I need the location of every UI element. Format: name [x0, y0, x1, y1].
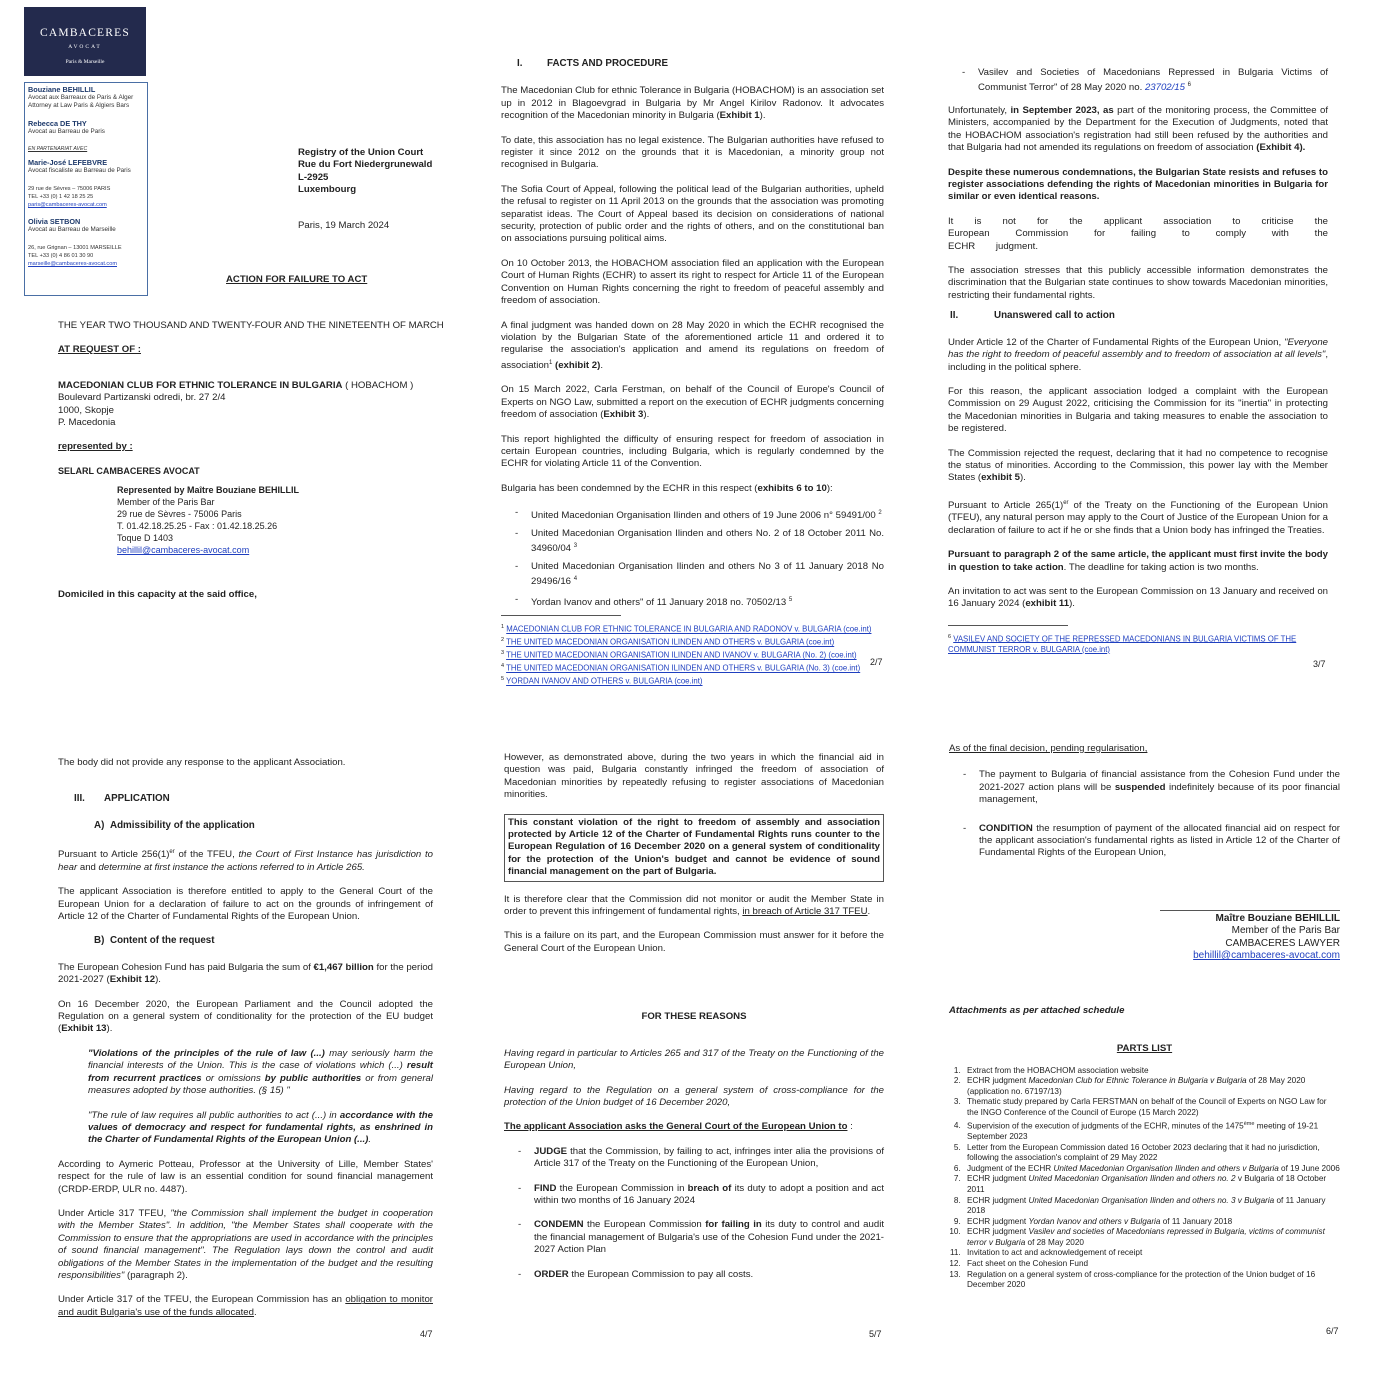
paragraph: To date, this association has no legal existence. The Bulgarian authorities have refused to register it since 2012 on the grounds that it is Macedonian, a minority group not recognised in Bulgaria. — [501, 134, 884, 171]
quote-text: or from general measures adopted by those authorities. (§ 15) " — [88, 1072, 433, 1097]
exhibit-ref: Exhibit 13 — [61, 1023, 107, 1035]
amount: €1,467 billion — [313, 961, 374, 973]
year-line: THE YEAR TWO THOUSAND AND TWENTY-FOUR AND THE NINETEENTH OF MARCH — [58, 320, 444, 331]
text: the European Commission to pay all costs. — [568, 1268, 754, 1280]
case-title: United Macedonian Organisation Ilinden and others no. 3 v Bulgaria — [1028, 1195, 1275, 1205]
parts-list-item — [963, 1164, 1340, 1175]
page-1 — [20, 6, 450, 646]
representative-email-link[interactable]: behillil@cambaceres-avocat.com — [117, 545, 250, 556]
case-list — [948, 67, 1328, 95]
text: An invitation to act was sent to the European Commission on 13 January and received on 16 January 2024 ( — [948, 585, 1328, 610]
letter-date: Paris, 19 March 2024 — [298, 220, 390, 231]
intro-line — [949, 743, 1340, 755]
paragraph — [501, 85, 884, 122]
footnote — [501, 622, 884, 635]
list-item — [501, 528, 884, 556]
case-number-link[interactable]: 23702/15 — [1144, 82, 1185, 94]
text: Under Article 317 TFEU, — [58, 1207, 171, 1219]
footnote-divider — [501, 615, 621, 616]
applicant-address: 1000, Skopje — [58, 404, 115, 416]
paragraph: The body did not provide any response to the applicant Association. — [58, 757, 346, 768]
text: Thematic study prepared by Carla FERSTMAN on behalf of the Council of Experts on NGO Law for the INGO Conference of the Council of Europe (15 March 2022) — [967, 1097, 1327, 1118]
recipient-line: L-2925 — [298, 171, 329, 183]
text: for the period 2021-2027 ( — [58, 961, 433, 986]
text: ). — [1019, 472, 1026, 484]
represented-by: represented by : — [58, 441, 133, 452]
footnote-number: 5 — [501, 676, 505, 683]
text: Pursuant to Article 265(1) — [948, 499, 1064, 511]
text: its duty to control and audit the financial management of Bulgaria's use of the Cohesion Fund under the 2021-2027 Action Plan — [534, 1219, 884, 1256]
footnote-number: 2 — [501, 637, 505, 644]
parts-list-item — [963, 1227, 1340, 1248]
paragraph: This report highlighted the difficulty of ensuring respect for freedom of association in certain European countries, including Bulgaria, which is regularly condemned by the ECHR for violating Article 11 of the Convention. — [501, 433, 884, 470]
case-title: Macedonian Club for Ethnic Tolerance in Bulgaria v Bulgaria — [1028, 1076, 1247, 1086]
page-number: 3/7 — [1313, 659, 1326, 669]
keyword: ORDER — [534, 1268, 569, 1280]
text: . — [867, 906, 871, 918]
keyword: FIND — [534, 1182, 557, 1194]
text: Invitation to act and acknowledgement of receipt — [967, 1248, 1143, 1258]
paragraph: Having regard in particular to Articles 265 and 317 of the Treaty on the Functioning of the European Union, — [504, 1047, 884, 1072]
text: of 19 June 2006 — [1278, 1163, 1340, 1173]
emphasis: in September 2023, as — [1010, 105, 1114, 116]
lawyer-name: Olivia SETBON — [28, 217, 81, 227]
text: Under Article 12 of the Charter of Fundamental Rights of the European Union, — [948, 336, 1285, 348]
text: . — [253, 1306, 257, 1318]
at-request: AT REQUEST OF : — [58, 344, 141, 355]
parts-list-item — [963, 1119, 1340, 1143]
document-title: ACTION FOR FAILURE TO ACT — [226, 274, 368, 285]
parts-list-item — [963, 1097, 1340, 1118]
paragraph — [948, 549, 1328, 574]
block-quote — [88, 1110, 433, 1147]
text: Vasilev and Societies of Macedonians Repressed in Bulgaria Victims of Communist Terror" of 28 May 2020 no. — [978, 67, 1328, 94]
domiciled-line: Domiciled in this capacity at the said office, — [58, 589, 257, 600]
quote-bold: result from recurrent practices — [88, 1060, 433, 1084]
marseille-phone: TEL +33 (0) 4 86 01 30 90 — [28, 252, 94, 259]
page-6 — [949, 743, 1340, 1291]
paragraph: For this reason, the applicant association lodged a complaint with the European Commission on 29 August 2022, criticising the Commission for its "inertia" in protecting the Macedonian minorities in Bulgaria and taking measures to enable the association to be registered. — [948, 385, 1328, 435]
signatory-line: Member of the Paris Bar — [1231, 925, 1340, 937]
emphasis: for failing in — [705, 1219, 762, 1231]
text: ). — [759, 110, 766, 122]
text: ECHR judgment — [967, 1216, 1029, 1226]
section-number: III. — [74, 793, 85, 805]
text: ). — [1069, 598, 1075, 610]
emphasis: breach of — [687, 1182, 732, 1194]
subsection-title: Admissibility of the application — [110, 819, 255, 831]
subsection-heading — [94, 935, 433, 947]
parts-list-item — [963, 1066, 1340, 1077]
subsection-title: Content of the request — [110, 935, 215, 947]
parts-list-item — [963, 1217, 1340, 1228]
logo-city: Paris & Marseille — [65, 58, 105, 65]
page-4 — [58, 757, 433, 1331]
lawyer-line: Avocat au Barreau de Marseille — [28, 226, 116, 234]
footnote-ref: 6 — [1187, 82, 1191, 89]
parts-list — [949, 1066, 1340, 1291]
text: of 11 January 2018 — [1160, 1216, 1233, 1226]
highlight-box: This constant violation of the right to freedom of assembly and association protected by Article 12 of the Charter of Fundamental Rights runs counter to the European Regulation of 16 December 2020 on a general system of conditionality for the protection of the Union's budget and cannot be evidence of sound financial management on the part of Bulgaria. — [504, 814, 884, 882]
recipient-line: Rue du Fort Niedergrunewald — [298, 159, 433, 171]
parts-list-item — [963, 1248, 1340, 1259]
footnote — [501, 674, 884, 687]
paragraph — [501, 384, 884, 421]
underlined-text: in breach of Article 317 TFEU — [742, 906, 868, 918]
footnote-link[interactable]: YORDAN IVANOV AND OTHERS v. BULGARIA (coe.int) — [506, 676, 703, 686]
text: The payment to Bulgaria of financial assistance from the Cohesion Fund under the 2021-2027 action plans will be — [979, 769, 1340, 793]
page-number: 4/7 — [420, 1329, 433, 1339]
representative-block — [117, 484, 299, 557]
footnote — [501, 661, 884, 674]
representative-line: T. 01.42.18.25.25 - Fax : 01.42.18.25.26 — [117, 521, 278, 532]
case-title: Yordan Ivanov and others v Bulgaria — [1028, 1216, 1161, 1226]
parts-list-item — [963, 1076, 1340, 1097]
text: Extract from the HOBACHOM association website — [967, 1065, 1149, 1075]
text: The Commission rejected the request, declaring that it had no competence to recognise the status of minorities. According to the Commission, this power lay with the Member States ( — [948, 447, 1328, 484]
club-abbr: ( HOBACHOM ) — [342, 380, 414, 391]
quote-text: may seriously harm the financial interests of the Union. This is the case of violations which (...) — [88, 1047, 433, 1072]
keyword: CONDITION — [979, 822, 1033, 834]
text: Under Article 317 of the TFEU, the European Commission has an — [58, 1294, 346, 1306]
text: United Macedonian Organisation Ilinden and others No 3 of 11 January 2018 No 29496/16 — [531, 560, 884, 588]
section-number: I. — [517, 58, 523, 69]
footnote-link[interactable]: THE UNITED MACEDONIAN ORGANISATION ILINDEN AND OTHERS v. BULGARIA (coe.int) — [506, 637, 835, 647]
text: A final judgment was handed down on 28 May 2020 in which the ECHR recognised the violation by the Bulgarian State of the aforementioned article 11 and ordered it to regularise the association's application and amend its regulations on freedom of association — [501, 319, 884, 371]
case-title: Vasilev and societies of Macedonians repressed in Bulgaria, victims of communist terror v Bulgaria — [967, 1227, 1325, 1247]
quote-text: . — [368, 1134, 372, 1146]
text: On 16 December 2020, the European Parliament and the Council adopted the Regulation on a general system of conditionality for the protection of the EU budget ( — [58, 998, 433, 1035]
paragraph — [58, 1294, 433, 1319]
list-item — [504, 1269, 884, 1281]
club-name: MACEDONIAN CLUB FOR ETHNIC TOLERANCE IN BULGARIA — [58, 380, 343, 391]
keyword: JUDGE — [534, 1145, 568, 1157]
paragraph — [948, 337, 1328, 374]
signatory-name: Maître Bouziane BEHILLIL — [1215, 912, 1340, 924]
parts-list-item — [963, 1259, 1340, 1270]
page-5 — [504, 752, 884, 1293]
page-number: 2/7 — [870, 657, 883, 667]
footnote-link[interactable]: VASILEV AND SOCIETY OF THE REPRESSED MACEDONIANS IN BULGARIA VICTIMS OF THE COMMUNIST TERROR v. BULGARIA (coe.int) — [948, 634, 1297, 654]
paragraph: Having regard to the Regulation on a general system of cross-compliance for the protection of the Union budget of 16 December 2020, — [504, 1084, 884, 1108]
order-list — [949, 769, 1340, 859]
section-number: II. — [950, 310, 959, 322]
page-number: 6/7 — [1326, 1326, 1339, 1336]
text: its duty to adopt a position and act within two months of 16 January 2024 — [534, 1182, 884, 1206]
logo-sub: AVOCAT — [68, 44, 102, 51]
paragraph — [58, 999, 433, 1036]
applicant-address: Boulevard Partizanski odredi, br. 27 2/4 — [58, 392, 226, 404]
underlined-text: As of the final decision, pending regularisation, — [949, 743, 1148, 754]
signatory-line: CAMBACERES LAWYER — [1225, 937, 1340, 949]
text: part of the monitoring process, the Committee of Ministers, accompanied by the Department for the Execution of Judgments, noted that the HOBACHOM association's registration had still been refused by the authorities and that Bulgaria had not amended its regulations on freedom of association — [948, 105, 1328, 154]
cambaceres-logo — [24, 7, 146, 76]
paragraph: The applicant Association is therefore entitled to apply to the General Court of the European Union for a declaration of failure to act on the grounds of infringement of Article 12 of the Charter of Fundamental Rights of the European Union. — [58, 886, 433, 923]
footnote-number: 4 — [501, 663, 505, 670]
text: United Macedonian Organisation Ilinden and others of 19 June 2006 n° 59491/00 — [531, 510, 876, 522]
text: ): — [826, 482, 833, 494]
lawyer-name: Marie-José LEFEBVRE — [28, 158, 108, 168]
recipient-line: Luxembourg — [298, 184, 357, 196]
text: of 28 May 2020 (application no. 67197/13) — [967, 1076, 1306, 1096]
quote-text: or omissions — [201, 1072, 265, 1084]
section-heading — [517, 58, 884, 70]
request-intro — [504, 1121, 884, 1133]
text: . — [600, 359, 603, 371]
parts-list-item — [963, 1143, 1340, 1164]
exhibit-ref: exhibit 11 — [1025, 598, 1070, 610]
paragraph — [58, 846, 433, 874]
representative-line: Member of the Paris Bar — [117, 497, 215, 508]
paragraph — [948, 105, 1328, 155]
footnote — [501, 635, 884, 648]
paragraph: Despite these numerous condemnations, the Bulgarian State resists and refuses to register associations defending the rights of Macedonian minorities in Bulgaria for similar or even identical reasons. — [948, 166, 1328, 203]
text: ECHR judgment — [967, 1227, 1029, 1237]
paragraph — [948, 448, 1328, 485]
text: ECHR judgment — [967, 1195, 1029, 1205]
signature-line — [1160, 910, 1340, 911]
footnotes — [501, 622, 884, 687]
request-list — [504, 1146, 884, 1281]
parts-list-heading: PARTS LIST — [1116, 1043, 1173, 1055]
text: Supervision of the execution of judgments of the ECHR, minutes of the 1475 — [967, 1121, 1244, 1131]
representative-line: 29 rue de Sèvres - 75006 Paris — [117, 509, 242, 520]
text: , including in the political sphere. — [948, 349, 1328, 373]
paragraph — [948, 497, 1328, 537]
exhibit-ref: Exhibit 3 — [603, 409, 644, 421]
subsection-number: A) — [94, 819, 105, 831]
parts-list-item — [963, 1270, 1340, 1291]
emphasis: Pursuant to paragraph 2 of the same article, the applicant must first invite the body in question to take action — [948, 549, 1328, 573]
text: On 15 March 2022, Carla Ferstman, on behalf of the Council of Europe's Council of Experts on NGO Law, submitted a report on the execution of ECHR judgments concerning freedom of association ( — [501, 384, 884, 421]
quote-bold: "Violations of the principles of the rule of law (...) — [88, 1047, 325, 1059]
paragraph — [504, 894, 884, 919]
marseille-email-link[interactable]: marseille@cambaceres-avocat.com — [28, 261, 117, 268]
attachments-note: Attachments as per attached schedule — [949, 1004, 1125, 1016]
paris-email-link[interactable]: paris@cambaceres-avocat.com — [28, 202, 107, 209]
text: ). — [643, 409, 650, 421]
applicant-name — [58, 380, 413, 392]
list-item — [504, 1146, 884, 1171]
footnote-ref: 5 — [788, 596, 793, 603]
list-item — [501, 594, 884, 610]
text: United Macedonian Organisation Ilinden and others No. 2 of 18 October 2011 No. 34960/04 — [531, 527, 884, 555]
list-item — [504, 1219, 884, 1256]
lawyer-sidebar — [24, 82, 148, 296]
signature-block — [949, 910, 1340, 963]
text: Fact sheet on the Cohesion Fund — [967, 1259, 1089, 1269]
text: Pursuant to Article 256(1) — [58, 849, 170, 861]
section-title: APPLICATION — [104, 793, 170, 805]
text: ECHR judgment — [967, 1174, 1029, 1184]
paragraph — [501, 483, 884, 495]
list-item — [948, 67, 1328, 95]
keyword: CONDEMN — [534, 1219, 584, 1231]
paragraph: The association stresses that this publicly accessible information demonstrates the discrimination that the Bulgarian state continues to show towards Macedonian minorities, restricting their fundamental rights. — [948, 265, 1328, 301]
text: the European Commission — [583, 1219, 706, 1231]
text: . The deadline for taking action is two months. — [1063, 561, 1259, 573]
exhibit-ref: Exhibit 1 — [719, 110, 760, 122]
text: It is therefore clear that the Commission did not monitor or audit the Member State in order to prevent this infringement of fundamental rights, — [504, 893, 884, 918]
lawyer-name: Rebecca DE THY — [28, 118, 87, 128]
paragraph — [58, 1208, 433, 1282]
paragraph: On 10 October 2013, the HOBACHOM association filed an application with the European Court of Human Rights (ECHR) to assert its right to respect for Article 11 of the European Convention on Human Rights concerning the right to freedom of peaceful assembly and freedom of association. — [501, 257, 884, 307]
text: of the TFEU, — [174, 849, 239, 861]
footnote-ref: 4 — [573, 576, 578, 583]
footnote-number: 6 — [948, 633, 952, 640]
text: Judgment of the ECHR — [967, 1163, 1054, 1173]
text: of 11 January 2018 — [967, 1195, 1326, 1216]
list-item — [504, 1183, 884, 1208]
text: ECHR judgment — [967, 1076, 1029, 1086]
page-number: 5/7 — [869, 1329, 882, 1339]
exhibit-ref: exhibit 5 — [981, 472, 1020, 484]
text: Yordan Ivanov and others" of 11 January 2018 no. 70502/13 — [531, 596, 787, 608]
signatory-email-link[interactable]: behillil@cambaceres-avocat.com — [1193, 950, 1340, 962]
paris-address: 29 rue de Sèvres – 75006 PARIS — [28, 185, 111, 192]
text: ème — [1243, 1120, 1255, 1127]
paragraph: It is not for the applicant association to criticise the European Commission for failing to comply with the ECHR judgment. — [948, 215, 1328, 252]
exhibit-ref: (Exhibit 4). — [1256, 142, 1306, 154]
lawyer-name: Bouziane BEHILLIL — [28, 85, 96, 94]
applicant-block — [58, 380, 413, 430]
lawyer-line: Avocat au Barreau de Paris — [28, 127, 105, 135]
footnote-link[interactable]: THE UNITED MACEDONIAN ORGANISATION ILINDEN AND OTHERS v. BULGARIA (No. 3) (coe.int) — [506, 663, 861, 673]
quote: "the Commission shall implement the budget in cooperation with the Member States". In addition, "the Member States shall cooperate with the Commission to ensure that the appropriations are used in accordance with the principles of sound financial management". The Regulation lays down the control and audit obligations of the Member States in the implementation of the budget and the resulting responsibilities" — [58, 1207, 433, 1281]
footnote-number: 1 — [501, 624, 505, 631]
partnership-note: EN PARTENARIAT AVEC — [28, 146, 88, 153]
footnote-ref: 3 — [573, 543, 578, 550]
case-title: United Macedonian Organisation Ilinden and others no. 2 — [1028, 1174, 1236, 1184]
paragraph — [948, 586, 1328, 611]
footnote-ref: 1 — [549, 359, 553, 366]
logo-name: CAMBACERES — [40, 27, 130, 39]
superscript: er — [169, 849, 175, 856]
footnote — [501, 648, 884, 661]
marseille-address: 26, rue Grignan – 13001 MARSEILLE — [28, 244, 122, 251]
text: the European Commission in — [556, 1182, 688, 1194]
list-item — [949, 823, 1340, 860]
superscript: er — [1063, 499, 1069, 506]
underlined-text: obligation to monitor and audit Bulgaria's use of the funds allocated — [58, 1294, 433, 1318]
paragraph — [58, 962, 433, 987]
case-title: United Macedonian Organisation Ilinden and others v Bulgaria — [1053, 1163, 1279, 1173]
paragraph: However, as demonstrated above, during the two years in which the financial aid in question was paid, Bulgaria constantly infringed the freedom of association of Macedonian minorities by repeatedly refusing to register associations of Macedonian minorities. — [504, 752, 884, 801]
subsection-heading — [94, 820, 433, 832]
quote: determine at first instance the actions referred to in Article 265. — [98, 861, 365, 873]
text: The European Cohesion Fund has paid Bulgaria the sum of — [58, 961, 314, 973]
lawyer-line: Avocat fiscaliste au Barreau de Paris — [28, 167, 131, 175]
quote: the Court of First Instance has jurisdiction to hear — [58, 849, 433, 873]
footnote-number: 3 — [501, 650, 505, 657]
paragraph: The Sofia Court of Appeal, following the political lead of the Bulgarian authorities, upheld the refusal to register on 11 April 2013 on the grounds that the association was promoting separatist ideas. The Court of Appeal based its decision on considerations of national security, protection of public order and the rights of others, and on the constitutional ban on associations pursuing political aims. — [501, 183, 884, 245]
section-heading — [74, 793, 433, 805]
quote-bold: accordance with the values of democracy and respect for fundamental rights, as enshrined in the Charter of Fundamental Rights of the European Union (...) — [88, 1109, 433, 1146]
page-2 — [501, 58, 884, 687]
exhibit-ref: (exhibit 2) — [552, 359, 601, 371]
block-quote — [88, 1048, 433, 1098]
representative-name: Represented by Maître Bouziane BEHILLIL — [117, 485, 300, 495]
text: ). — [106, 1023, 113, 1035]
lawyer-line: Avocat aux Barreaux de Paris & Alger — [28, 94, 134, 102]
subsection-number: B) — [94, 935, 105, 947]
lawyer-line: Attorney at Law Paris & Algiers Bars — [28, 102, 130, 110]
footnote-link[interactable]: MACEDONIAN CLUB FOR ETHNIC TOLERANCE IN BULGARIA AND RADONOV v. BULGARIA (coe.int) — [506, 624, 872, 634]
text: ). — [155, 974, 161, 986]
quote-text: "The rule of law requires all public authorities to act (...) in — [88, 1109, 340, 1121]
page-3 — [948, 67, 1328, 655]
underlined-text: The applicant Association asks the General Court of the European Union to — [504, 1121, 848, 1133]
text: the resumption of payment of the allocated financial aid on respect for the applicant association's fundamental rights as listed in Article 12 of the Charter of Fundamental Rights of the European Union, — [979, 822, 1340, 859]
footnote-ref: 2 — [878, 510, 882, 517]
parts-list-item — [963, 1196, 1340, 1217]
text: of 28 May 2020 — [1025, 1237, 1084, 1247]
quote: "Everyone has the right to freedom of peaceful assembly and to freedom of association at all levels" — [948, 336, 1328, 361]
text: meeting of 19-21 September 2023 — [967, 1121, 1319, 1141]
text: The Macedonian Club for ethnic Tolerance in Bulgaria (HOBACHOM) is an association set up in 2012 in Blagoevgrad in Bulgaria by Mr Angel Kirilov Radonov. It advocates recognition of the Macedonian minority in Bulgaria ( — [501, 85, 884, 122]
emphasis: suspended — [1114, 781, 1166, 793]
recipient-line: Registry of the Union Court — [298, 147, 424, 158]
exhibit-ref: exhibits 6 to 10 — [757, 482, 827, 494]
list-item — [501, 507, 884, 523]
text: and — [77, 861, 99, 873]
applicant-address: P. Macedonia — [58, 417, 116, 429]
list-item — [501, 561, 884, 589]
text: of the Treaty on the Functioning of the European Union (TFEU), any natural person may apply to the Court of Justice of the European Union for a declaration of failure to act if he or she finds that a Union body has infringed the Treaties. — [948, 499, 1328, 536]
text: : — [847, 1121, 853, 1133]
recipient-address — [298, 147, 432, 197]
text: that the Commission, by failing to act, infringes inter alia the provisions of Article 317 of the Treaty on the Functioning of the European Union, — [534, 1145, 884, 1170]
paragraph — [501, 320, 884, 373]
text: Regulation on a general system of cross-compliance for the protection of the Union budget of 16 December 2020 — [967, 1269, 1316, 1290]
reasons-heading: FOR THESE REASONS — [641, 1011, 747, 1023]
text: Bulgaria has been condemned by the ECHR in this respect ( — [501, 482, 758, 494]
exhibit-ref: Exhibit 12 — [109, 974, 156, 986]
parts-list-item — [963, 1174, 1340, 1195]
text: indefinitely because of its poor financial management, — [979, 781, 1340, 806]
firm-name: SELARL CAMBACERES AVOCAT — [58, 466, 200, 476]
footnote — [948, 632, 1328, 655]
paragraph: This is a failure on its part, and the European Commission must answer for it before the General Court of the European Union. — [504, 930, 884, 954]
paragraph: According to Aymeric Potteau, Professor at the University of Lille, Member States' respect for the rule of law is an essential condition for sound financial management (CRDP-ERDP, ULR no. 4487). — [58, 1158, 433, 1195]
section-title: Unanswered call to action — [994, 310, 1115, 322]
case-list — [501, 507, 884, 609]
section-heading — [950, 310, 1328, 322]
list-item — [949, 769, 1340, 806]
text: v Bulgaria of 18 October 2011 — [967, 1174, 1327, 1194]
footnote-divider — [948, 625, 1068, 626]
paris-phone: TEL +33 (0) 1 42 18 25 25 — [28, 193, 94, 200]
text: (paragraph 2). — [124, 1269, 188, 1281]
quote-bold: by public authorities — [264, 1072, 362, 1084]
footnote-link[interactable]: THE UNITED MACEDONIAN ORGANISATION ILINDEN AND IVANOV v. BULGARIA (No. 2) (coe.int) — [506, 650, 857, 660]
representative-line: Toque D 1403 — [117, 533, 174, 544]
text: Letter from the European Commission dated 16 October 2023 declaring that it had no jurisdiction, following the association's complaint of 29 May 2022 — [967, 1142, 1320, 1163]
section-title: FACTS AND PROCEDURE — [547, 58, 669, 69]
text: Unfortunately, — [948, 105, 1011, 116]
